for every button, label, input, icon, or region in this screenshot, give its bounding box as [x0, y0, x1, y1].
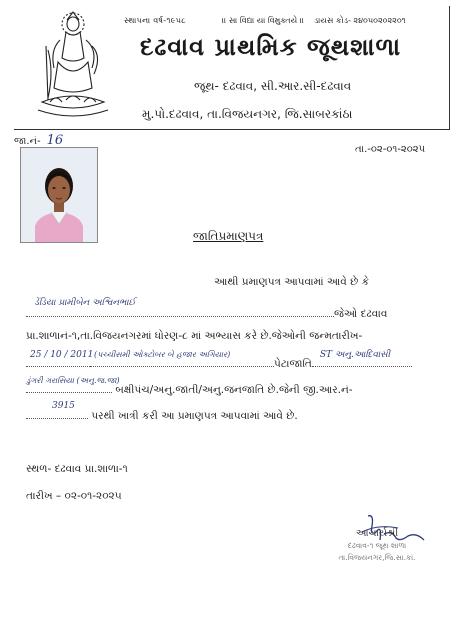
line6-tail: પરથી ખાત્રી કરી આ પ્રમાણપત્ર આપવામાં આવે છે. — [91, 410, 298, 422]
principal-designation: આચાર્યશ્રી — [355, 528, 399, 539]
certificate-title: જાતિપ્રમાણપત્ર — [193, 229, 264, 243]
dise-code: ડાયસ કોડ- ૨૪૦૫૦૨૦૨૨૦૧ — [314, 16, 406, 25]
student-name: ડેંડિયા પ્રામીબેન અશ્વિનભાઈ — [34, 298, 136, 308]
dob-words-blank — [90, 350, 274, 367]
body-line-5 — [26, 376, 353, 397]
student-name-blank — [26, 298, 334, 317]
school-group: જૂથ- દઢવાવ, સી.આર.સી-દઢવાવ — [194, 79, 352, 93]
body-line-4 — [26, 350, 412, 371]
stamp-line-1: દઢવાવ-૧ જૂથ શાળા — [347, 541, 407, 550]
dob-value: 25 / 10 / 2011 — [30, 350, 94, 360]
body-line-3: પ્રા.શાળાનં-૧,તા.વિજયનગરમાં ધોરણ-૮ માં અભ્યાસ કરે છે.જેઓની જન્મતારીખ- — [26, 330, 363, 342]
letterhead — [14, 6, 450, 130]
student-photo — [20, 147, 98, 243]
line2-tail: જેઓ દઢવાવ — [334, 308, 388, 320]
footer-date: તારીખ – ૦૨-૦૧-૨૦૨૫ — [26, 490, 122, 502]
school-address: મુ.પો.દઢવાવ, તા.વિજયનગર, જિ.સાબરકાંઠા — [142, 107, 353, 121]
certificate-date: તા.-૦૨-૦૧-૨૦૨૫ — [355, 144, 426, 155]
gr-no-blank — [26, 401, 88, 419]
subcaste-label: પેટાજાતિ — [274, 358, 312, 370]
gr-no: 3915 — [52, 401, 75, 411]
subcaste-blank — [312, 350, 412, 367]
school-motto: ।। સા વિદ્યા યા વિમુક્તયે ।। — [222, 16, 304, 25]
registration-number — [14, 133, 63, 148]
body-line-6 — [26, 401, 298, 423]
dob-words: (પચ્ચીસમી ઓક્ટોબર બે હજાર અગિયાર) — [94, 350, 231, 359]
established-year: સ્થાપના વર્ષ-૧૯૫૮ — [124, 16, 186, 25]
line5-tail: બક્ષીપંચ/અનુ.જાતી/અનુ.જનજાતિ છે.જેની જી.આર.નં- — [115, 384, 353, 396]
dob-blank — [26, 350, 94, 367]
school-name: દઢવાવ પ્રાથમિક જૂથશાળા — [140, 32, 402, 61]
footer-place: સ્થળ- દઢવાવ પ્રા.શાળા-૧ — [26, 463, 128, 475]
caste-cont-blank — [26, 376, 120, 393]
body-line-1: આથી પ્રમાણપત્ર આપવામાં આવે છે કે — [214, 276, 370, 288]
reg-no-value: 16 — [46, 133, 64, 148]
body-line-2 — [26, 298, 388, 321]
stamp-line-2: તા.વિજયનગર,જિ.સા.કાં. — [338, 553, 416, 562]
caste-cont: ડુંગરી ગરાસિયા (અનુ.જ.જા) — [26, 376, 120, 385]
reg-no-label: જા.નં- — [14, 136, 41, 147]
subcaste-value: ST અનુ.આદિવાસી — [319, 350, 391, 360]
saraswati-logo-icon — [32, 10, 114, 128]
school-stamp — [312, 528, 442, 580]
student-portrait-icon — [21, 148, 97, 242]
